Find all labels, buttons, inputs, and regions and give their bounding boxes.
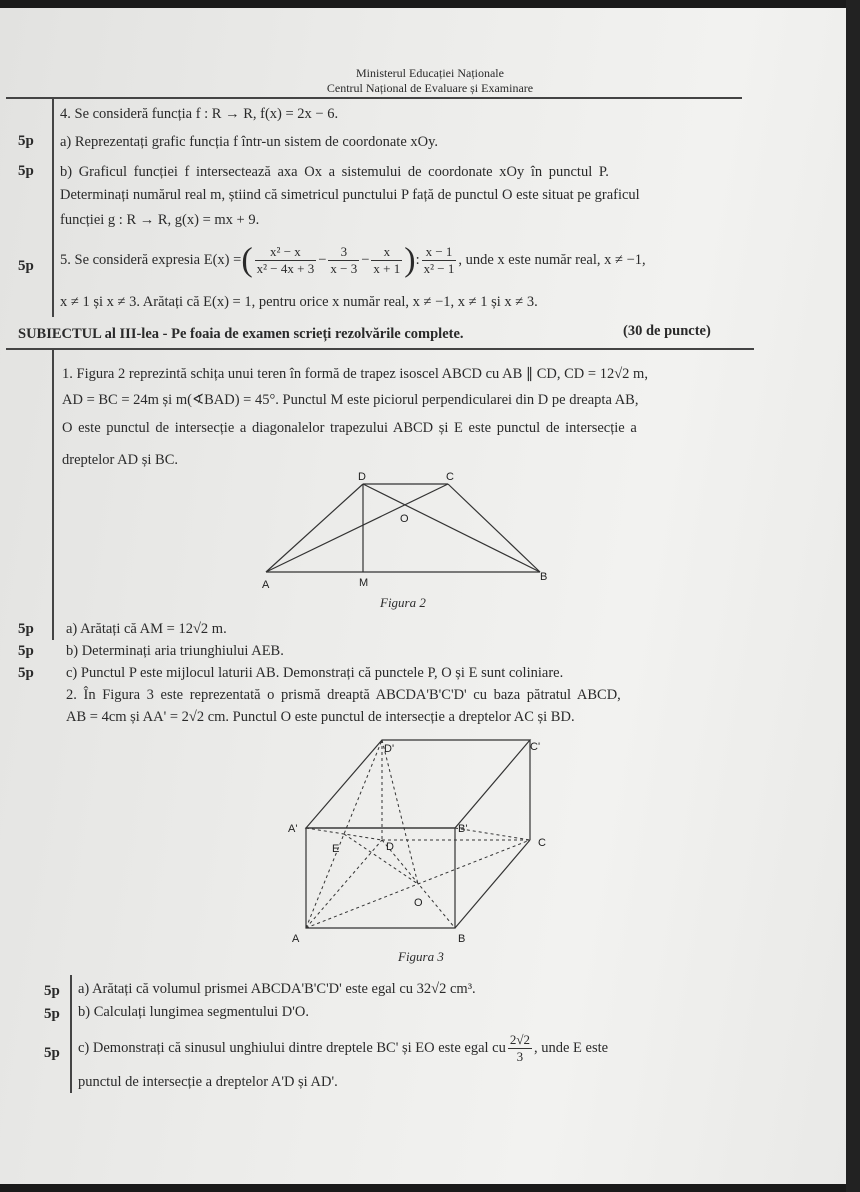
label-M: M	[359, 577, 369, 589]
points-p2b: 5p	[44, 1006, 60, 1022]
fraction-4: $\frac{x - 1}{\text{x² − 1}}$	[423, 244, 455, 277]
points-p1a: 5p	[18, 621, 34, 637]
p1c: c) Punctul P este mijlocul laturii AB. Demonstrați că punctele P, O și E sunt coliniare.	[66, 665, 564, 681]
q5-line2: x ≠ 1 și x ≠ 3. Arătați că E(x) = 1, pentru orice x număr real, x ≠ −1, x ≠ 1 și x ≠ 3.	[60, 294, 538, 310]
points-p2c: 5p	[44, 1045, 60, 1061]
label-A: A	[262, 579, 270, 591]
label-D-prime: D'	[384, 743, 395, 755]
p2-line1: 2. În Figura 3 este reprezentată o prismă dreaptă ABCDA'B'C'D' cu baza pătratul ABCD,	[66, 687, 621, 703]
p2c-tail: , unde E este	[533, 1040, 609, 1056]
header-ministry: Ministerul Educației Naționale	[356, 66, 504, 80]
figure-3-caption: Figura 3	[398, 949, 444, 964]
p2b: b) Calculați lungimea segmentului D'O.	[78, 1004, 309, 1020]
p1-line4: dreptelor AD și BC.	[62, 452, 178, 468]
points-q4a: 5p	[18, 133, 34, 149]
points-p1b: 5p	[18, 643, 34, 659]
section-3-title: SUBIECTUL al III-lea - Pe foaia de examen scrieți rezolvările complete.	[18, 326, 464, 342]
q4a: a) Reprezentați grafic funcția f într-un sistem de coordonate xOy.	[60, 134, 439, 150]
label-D: D	[358, 471, 366, 483]
label-C-prime: C'	[530, 741, 541, 753]
points-divider-3	[70, 975, 72, 1093]
q4b-line3: funcției g : R → R, g(x) = mx + 9.	[60, 212, 260, 228]
fraction-3: $\frac{x}{x + 1}$	[373, 244, 401, 277]
fraction-1: $\frac{\text{x² − x}}{\text{x² − 4x + 3}}$	[256, 244, 315, 277]
p1b: b) Determinați aria triunghiului AEB.	[66, 643, 284, 659]
q5-tail: , unde x este număr real, x ≠ −1,	[458, 252, 646, 268]
q4b-line2: Determinați numărul real m, știind că simetricul punctului P față de punctul O este situat pe graficul	[60, 187, 640, 203]
label-E: E	[332, 843, 340, 855]
figure-2-caption: Figura 2	[380, 595, 426, 610]
label-O: O	[400, 513, 409, 525]
label-C: C	[446, 471, 454, 483]
label-B: B	[540, 571, 548, 583]
points-q4b: 5p	[18, 163, 34, 179]
fraction-2: $\frac{3}{x - 3}$	[330, 244, 358, 277]
label-O: O	[414, 897, 423, 909]
points-p1c: 5p	[18, 665, 34, 681]
label-D: D	[386, 841, 394, 853]
label-A: A	[292, 933, 300, 945]
p1-line3: O este punctul de intersecție a diagonalelor trapezului ABCD și E este punctul de intersecție a	[62, 420, 637, 436]
p1a: a) Arătați că AM = 12√2 m.	[66, 621, 227, 637]
p2a: a) Arătați că volumul prismei ABCDA'B'C'D' este egal cu 32√2 cm³.	[78, 981, 476, 997]
label-A-prime: A'	[288, 823, 298, 835]
fraction-sin: $\frac{2√2}{3}$	[509, 1032, 530, 1065]
q5-expression: 5. Se consideră expresia E(x) =( $\frac{\text{x² − x}}{\text{x² − 4x + 3}}$ − $\frac{3}{x - 3}$ − $\frac{x}{x + 1}$ ): $\frac{x - 1}{\text{x² − 1}}$ , unde x este număr real, x ≠ −1,	[60, 241, 646, 279]
header-center: Centrul Național de Evaluare și Examinare	[326, 81, 534, 95]
p2c	[78, 1028, 608, 1068]
p1-line2: AD = BC = 24m și m(∢BAD) = 45°. Punctul M este piciorul perpendicularei din D pe dreapta AB,	[62, 392, 639, 408]
q4-stem: 4. Se consideră funcția f : R → R, f(x) = 2x − 6.	[60, 106, 339, 122]
label-B: B	[458, 933, 466, 945]
p2c-text: c) Demonstrați că sinusul unghiului dintre dreptele BC' și EO este egal cu	[78, 1040, 506, 1056]
points-p2a: 5p	[44, 983, 60, 999]
p1-line1: 1. Figura 2 reprezintă schița unui teren în formă de trapez isoscel ABCD cu AB ∥ CD, CD = 12√2 m,	[62, 366, 648, 382]
p2-line2: AB = 4cm și AA' = 2√2 cm. Punctul O este punctul de intersecție a dreptelor AC și BD.	[66, 709, 575, 725]
q4b-line1: b) Graficul funcției f intersectează axa Ox a sistemului de coordonate xOy în punctul P.	[60, 164, 609, 180]
label-C: C	[538, 837, 546, 849]
label-B-prime: B'	[458, 823, 468, 835]
q5-lead: 5. Se consideră expresia E(x) =	[60, 252, 242, 268]
points-q5: 5p	[18, 258, 34, 274]
p2c-line2: punctul de intersecție a dreptelor A'D și AD'.	[78, 1074, 338, 1090]
section-3-points: (30 de puncte)	[623, 323, 711, 339]
